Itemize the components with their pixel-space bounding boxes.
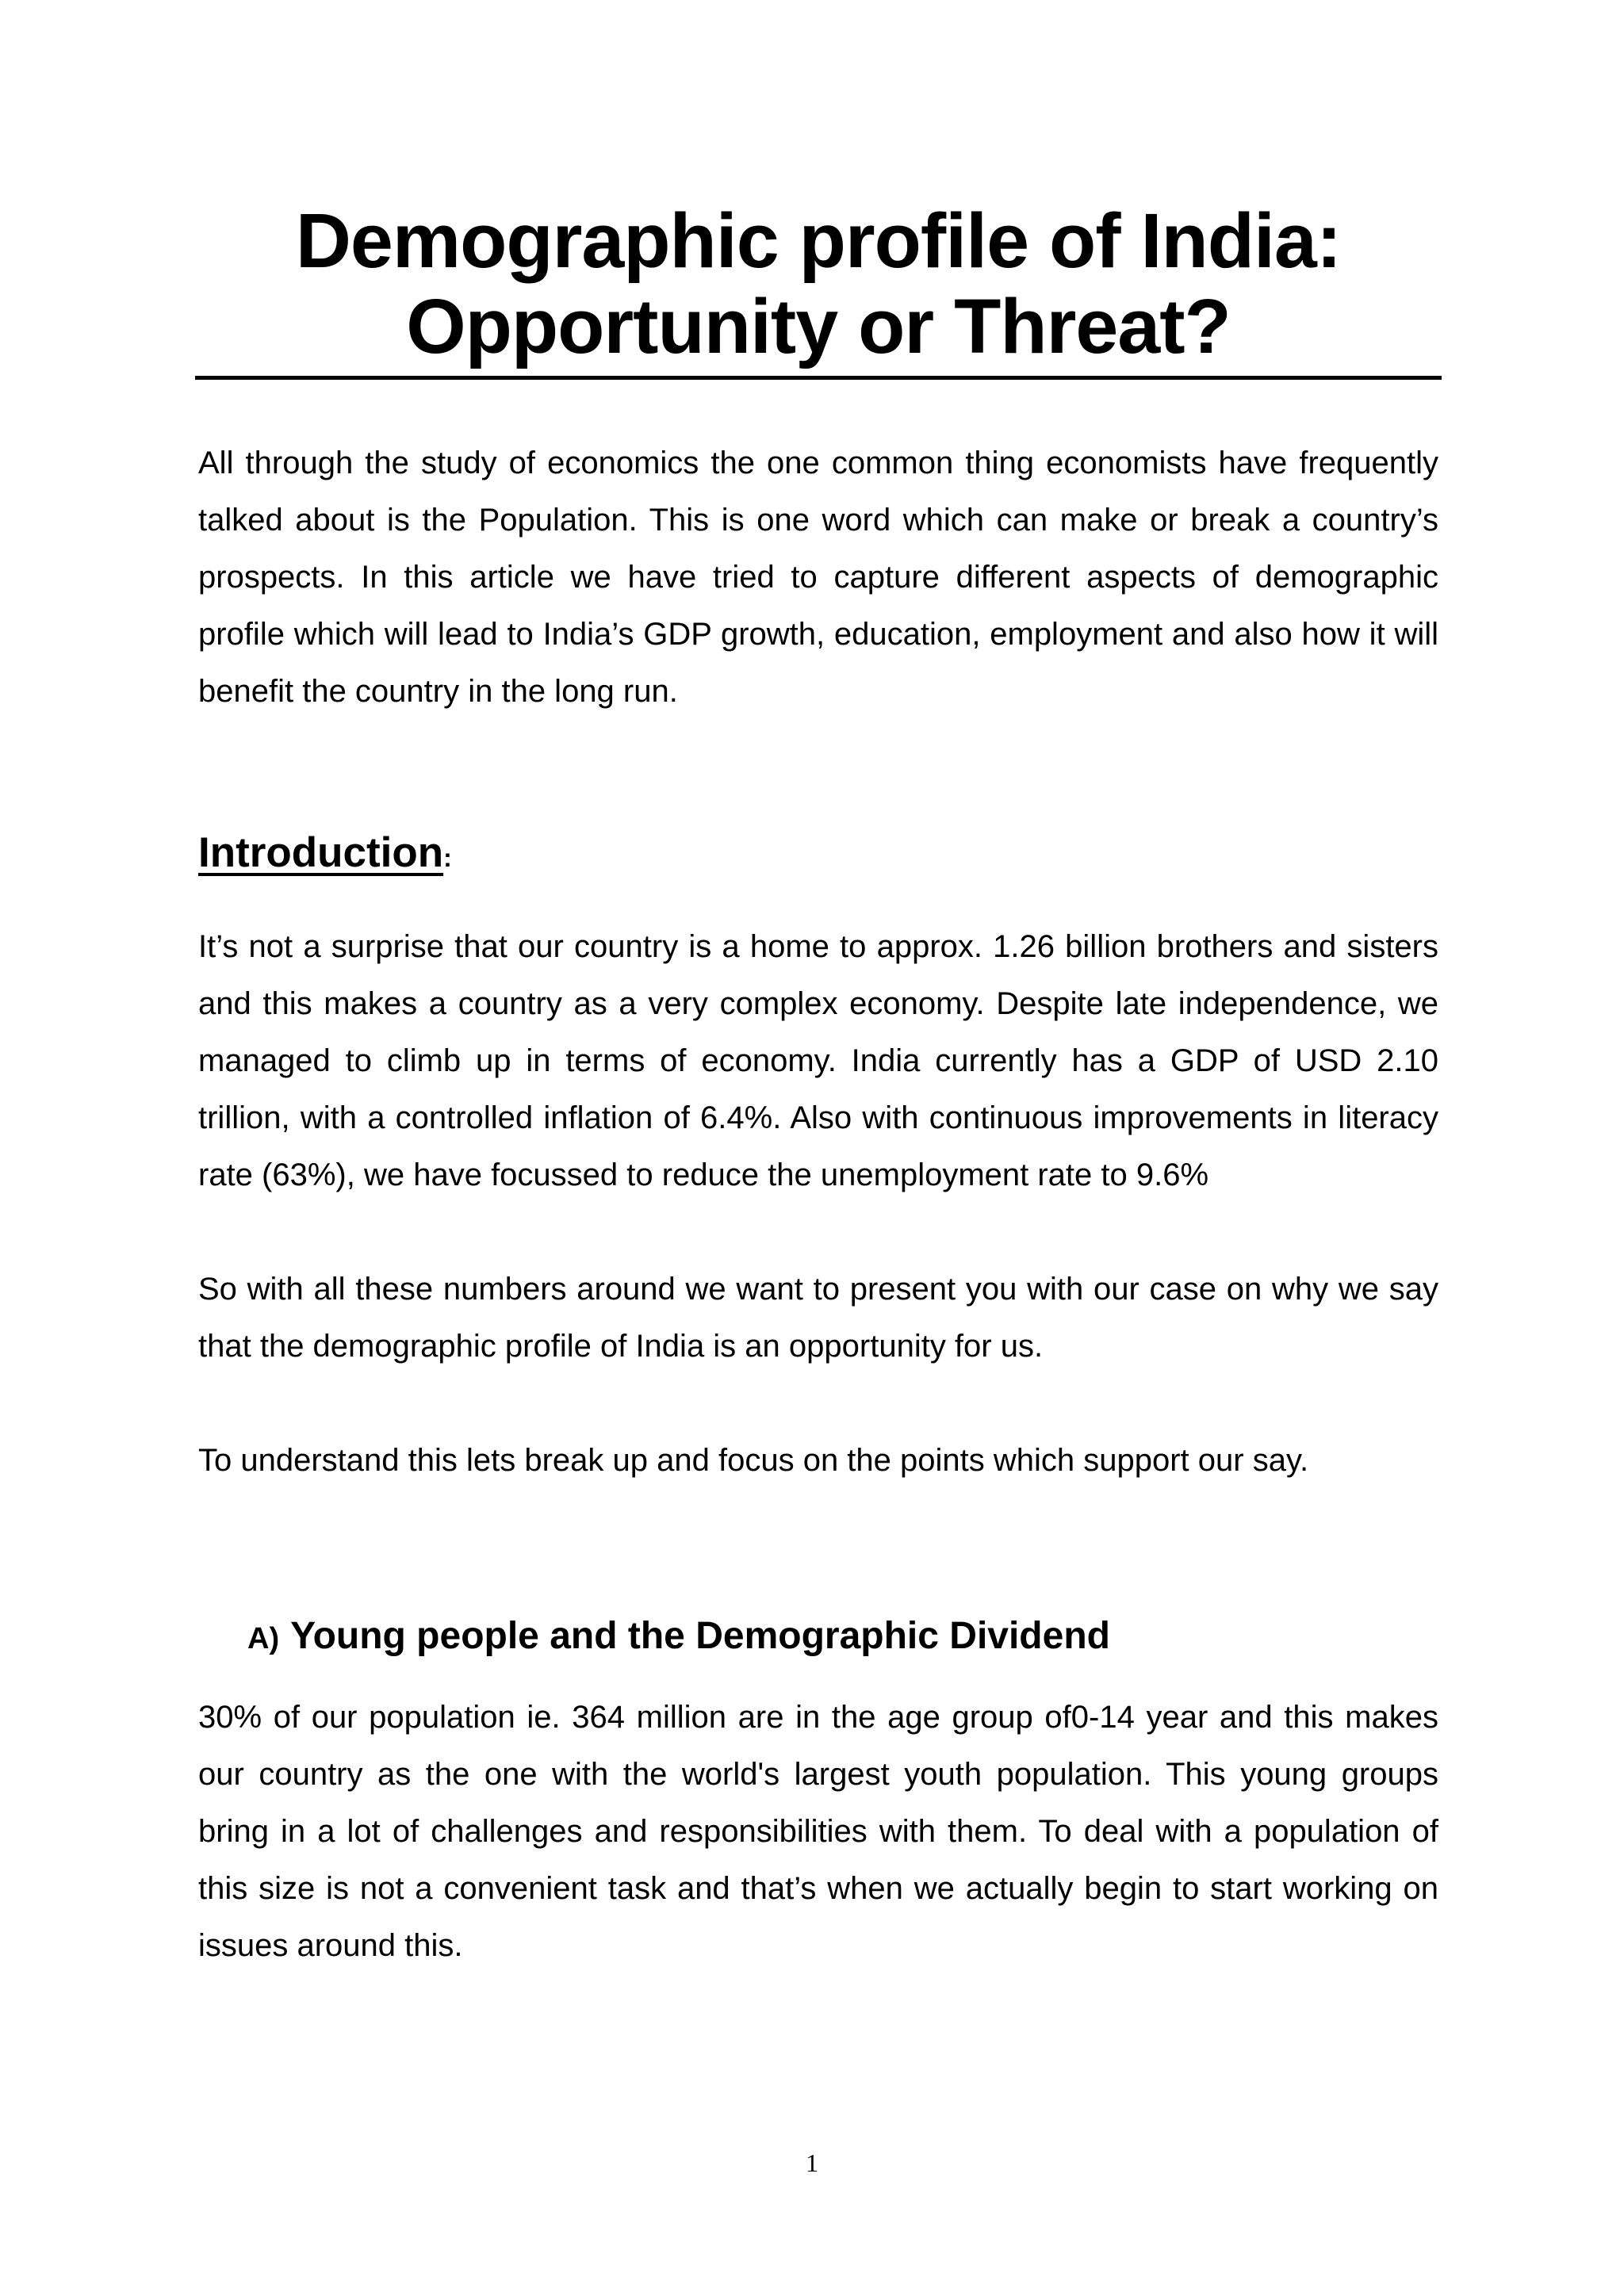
introduction-paragraph-3: To understand this lets break up and focus on the points which support our say. — [198, 1443, 1309, 1478]
section-a-heading — [247, 1608, 1110, 1672]
title-line-1: Demographic profile of India: — [295, 197, 1342, 284]
introduction-paragraph-1: It’s not a surprise that our country is a home to approx. 1.26 billion brothers and sisters and this makes a country as a very complex economy. Despite late independence, we managed to climb up in terms of economy. India currently has a GDP of USD 2.10 trillion, with a controlled inflation of 6.4%. Also with continuous improvements in literacy rate (63%), we have focussed to reduce the unemployment rate to 9.6% — [198, 929, 1438, 1192]
document-title — [195, 198, 1442, 369]
introduction-paragraph-2: So with all these numbers around we want to present you with our case on why we say that the demographic profile of India is an opportunity for us. — [198, 1272, 1438, 1364]
section-a-marker: A) — [247, 1622, 280, 1655]
page-number: 1 — [806, 2149, 818, 2177]
section-a-paragraph: 30% of our population ie. 364 million are in the age group of0-14 year and this makes our country as the one with the world's largest youth population. This young groups bring in a lot of challenges and responsibilities with them. To deal with a population of this size is not a convenient task and that’s when we actually begin to start working on issues around this. — [198, 1700, 1438, 1963]
introduction-heading — [198, 825, 452, 886]
section-a-heading-text: Young people and the Demographic Dividend — [290, 1615, 1110, 1657]
title-underline-rule — [195, 376, 1442, 380]
title-line-2: Opportunity or Threat? — [406, 283, 1231, 369]
introduction-heading-colon: : — [443, 844, 452, 872]
intro-paragraph: All through the study of economics the one common thing economists have frequently talked about is the Population. This is one word which can make or break a country’s prospects. In this article we have tried to capture different aspects of demographic profile which will lead to India’s GDP growth, education, employment and also how it will benefit the country in the long run. — [198, 446, 1438, 709]
introduction-heading-text: Introduction — [198, 829, 444, 876]
